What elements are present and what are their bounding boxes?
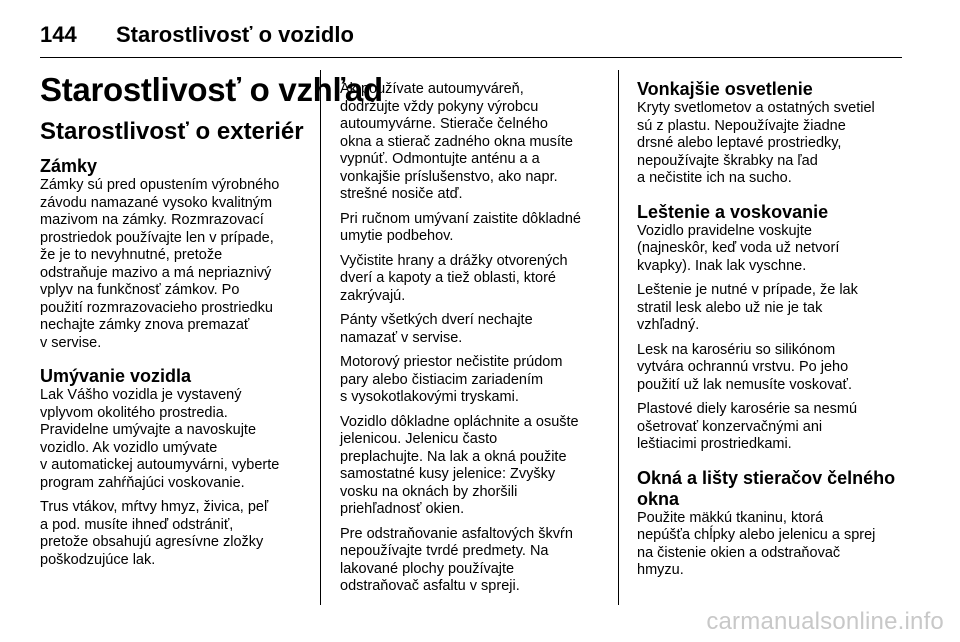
paragraph: Použite mäkkú tkaninu, ktorá nepúšťa chĺpky alebo jelenicu a sprej na čistenie okien a odstraňovač hmyzu. bbox=[637, 509, 876, 578]
column-divider-1 bbox=[320, 70, 321, 605]
paragraph: Trus vtákov, mŕtvy hmyz, živica, peľ a pod. musíte ihneď odstrániť, pretože obsahujú agresívne zložky poškodzujúce lak. bbox=[40, 499, 269, 568]
paragraph: Lesk na karosériu so silikónom vytvára ochrannú vrstvu. Po jeho použití už lak nemusíte voskovať. bbox=[637, 341, 852, 393]
paragraph: Motorový priestor nečistite prúdom pary alebo čistiacim zariadením s vysokotlakovými tryskami. bbox=[340, 354, 563, 405]
paragraph: Lak Vášho vozidla je vystavený vplyvom okolitého prostredia. Pravidelne umývajte a navoskujte vozidlo. Ak vozidlo umývate v automatickej autoumyvárni, vyberte program zahŕňajúci voskovanie. bbox=[40, 387, 280, 491]
paragraph: Kryty svetlometov a ostatných svetiel sú z plastu. Nepoužívajte žiadne drsné alebo leptavé prostriedky, nepoužívajte škrabky na ľad a nečistite ich na sucho. bbox=[637, 100, 875, 186]
chapter-title: Starostlivosť o vozidlo bbox=[116, 22, 354, 47]
column-3 bbox=[637, 70, 905, 594]
section-heading: Leštenie a voskovanie bbox=[637, 201, 829, 222]
section-exterior-lights bbox=[637, 79, 905, 188]
paragraph: Plastové diely karosérie sa nesmú ošetrovať konzervačnými ani leštiacimi prostriedkami. bbox=[637, 401, 858, 452]
paragraph: Vyčistite hrany a drážky otvorených dverí a kapoty a tiež oblasti, ktoré zakrývajú. bbox=[340, 252, 568, 304]
section-windows-wipers bbox=[637, 468, 905, 580]
header-divider bbox=[40, 57, 902, 58]
paragraph: Ak používate autoumyváreň, dodržujte vždy pokyny výrobcu autoumyvárne. Stierače čelného okna a stierač zadného okna musíte vypnúť. Odmontujte anténu a a vonkajšie príslušenstvo, ako napr. strešné nosiče atď. bbox=[340, 81, 573, 202]
section-washing bbox=[40, 366, 315, 569]
main-title: Starostlivosť o vzhľad bbox=[40, 71, 383, 108]
section-heading: Umývanie vozidla bbox=[40, 366, 192, 386]
subtitle: Starostlivosť o exteriér bbox=[40, 118, 304, 145]
section-polishing bbox=[637, 202, 905, 454]
section-heading: Zámky bbox=[40, 156, 98, 176]
paragraph: Pre odstraňovanie asfaltových škvŕn nepoužívajte tvrdé predmety. Na lakované plochy používajte odstraňovač asfaltu v spreji. bbox=[340, 525, 573, 594]
paragraph: Zámky sú pred opustením výrobného závodu namazané vysoko kvalitným mazivom na zámky. Rozmrazovací prostriedok používajte len v prípade, že je to nevyhnutné, pretože odstraňuje mazivo a má nepriaznivý vplyv na funkčnosť zámkov. Po použití rozmrazovacieho prostriedku nechajte zámky znova premazať v servise. bbox=[40, 177, 280, 351]
section-locks bbox=[40, 156, 315, 352]
paragraph: Leštenie je nutné v prípade, že lak stratil lesk alebo už nie je tak vzhľadný. bbox=[637, 282, 858, 333]
paragraph: Vozidlo dôkladne opláchnite a osušte jelenicou. Jelenicu často preplachujte. Na lak a okná použite samostatné kusy jelenice: Zvyšky vosku na oknách by zhoršili priehľadnosť okien. bbox=[340, 413, 579, 517]
section-heading: Okná a lišty stieračov čelného okna bbox=[637, 467, 896, 509]
paragraph: Pri ručnom umývaní zaistite dôkladné umytie podbehov. bbox=[340, 210, 581, 244]
page-number: 144 bbox=[40, 22, 77, 47]
paragraph: Vozidlo pravidelne voskujte (najneskôr, keď voda už netvorí kvapky). Inak lak vyschne. bbox=[637, 222, 840, 274]
column-2 bbox=[340, 70, 610, 603]
watermark: carmanualsonline.info bbox=[706, 608, 944, 635]
section-heading: Vonkajšie osvetlenie bbox=[637, 79, 813, 99]
column-divider-2 bbox=[618, 70, 619, 605]
column-1 bbox=[40, 70, 383, 583]
paragraph: Pánty všetkých dverí nechajte namazať v servise. bbox=[340, 312, 533, 346]
